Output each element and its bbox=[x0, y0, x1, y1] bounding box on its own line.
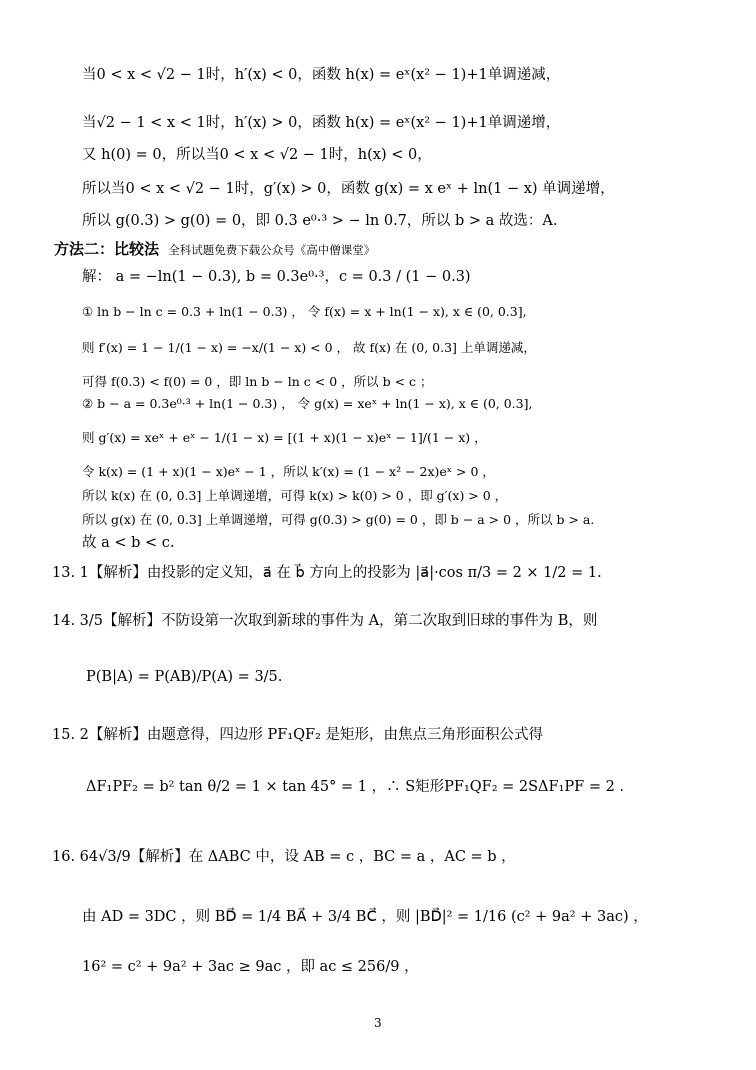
method-title: 方法二：比较法 bbox=[54, 240, 160, 258]
text-line-4: 所以当0 < x < √2 − 1时，g′(x) > 0，函数 g(x) = x eˣ + ln(1 − x) 单调递增， bbox=[82, 181, 615, 197]
solution-intro: 解： a = −ln(1 − 0.3), b = 0.3e⁰·³，c = 0.3 / (1 − 0.3) bbox=[82, 269, 471, 285]
answer-14: 14. 3/5【解析】不防设第一次取到新球的事件为 A，第二次取到旧球的事件为 B，则 bbox=[52, 613, 598, 629]
answer-16-inequality: 16² = c² + 9a² + 3ac ≥ 9ac ，即 ac ≤ 256/9 ， bbox=[82, 959, 419, 975]
step-1-conclusion: 可得 f(0.3) < f(0) = 0 ，即 ln b − ln c < 0 ，所以 b < c ； bbox=[82, 374, 433, 389]
final-conclusion: 故 a < b < c. bbox=[82, 535, 175, 551]
promo-note: 全科试题免费下载公众号《高中僧课堂》 bbox=[168, 243, 376, 257]
text-line-5: 所以 g(0.3) > g(0) = 0，即 0.3 e⁰·³ > − ln 0.7，所以 b > a 故选：A. bbox=[82, 213, 558, 229]
step-2-k-function: 令 k(x) = (1 + x)(1 − x)eˣ − 1 ，所以 k′(x) = (1 − x² − 2x)eˣ > 0 ， bbox=[82, 464, 495, 479]
answer-14-formula: P(B|A) = P(AB)/P(A) = 3/5. bbox=[86, 669, 283, 685]
step-1-definition: ① ln b − ln c = 0.3 + ln(1 − 0.3) ， 令 f(x) = x + ln(1 − x), x ∈ (0, 0.3], bbox=[82, 304, 527, 319]
answer-13: 13. 1【解析】由投影的定义知，a⃗ 在 b⃗ 方向上的投影为 |a⃗|·cos π/3 = 2 × 1/2 = 1. bbox=[52, 565, 602, 581]
step-2-derivative: 则 g′(x) = xeˣ + eˣ − 1/(1 − x) = [(1 + x)(1 − x)eˣ − 1]/(1 − x) ， bbox=[82, 430, 487, 445]
step-1-derivative: 则 f′(x) = 1 − 1/(1 − x) = −x/(1 − x) < 0 ， 故 f(x) 在 (0, 0.3] 上单调递减， bbox=[82, 340, 536, 355]
answer-15-formula: ΔF₁PF₂ = b² tan θ/2 = 1 × tan 45° = 1 ，∴ S矩形PF₁QF₂ = 2SΔF₁PF = 2 . bbox=[86, 779, 625, 795]
step-2-g-monotone: 所以 g(x) 在 (0, 0.3] 上单调递增，可得 g(0.3) > g(0) = 0 ，即 b − a > 0 ，所以 b > a. bbox=[82, 512, 595, 527]
answer-16-vector: 由 AD = 3DC ，则 BD⃗ = 1/4 BA⃗ + 3/4 BC⃗ ，则 |BD⃗|² = 1/16 (c² + 9a² + 3ac) ， bbox=[82, 909, 648, 925]
text-line-2: 当√2 − 1 < x < 1时，h′(x) > 0，函数 h(x) = eˣ(x² − 1)+1单调递增， bbox=[82, 115, 561, 131]
method-heading bbox=[54, 238, 375, 259]
answer-16: 16. 64√3/9【解析】在 ΔABC 中，设 AB = c ，BC = a ，AC = b ， bbox=[52, 849, 516, 865]
answer-15: 15. 2【解析】由题意得，四边形 PF₁QF₂ 是矩形，由焦点三角形面积公式得 bbox=[52, 727, 544, 743]
text-line-3: 又 h(0) = 0，所以当0 < x < √2 − 1时，h(x) < 0， bbox=[82, 147, 432, 163]
text-line-1: 当0 < x < √2 − 1时，h′(x) < 0，函数 h(x) = eˣ(x² − 1)+1单调递减， bbox=[82, 67, 561, 83]
step-2-k-monotone: 所以 k(x) 在 (0, 0.3] 上单调递增，可得 k(x) > k(0) > 0 ，即 g′(x) > 0 ， bbox=[82, 488, 508, 503]
step-2-definition: ② b − a = 0.3e⁰·³ + ln(1 − 0.3) ， 令 g(x) = xeˣ + ln(1 − x), x ∈ (0, 0.3], bbox=[82, 396, 533, 411]
page-number: 3 bbox=[374, 1016, 382, 1030]
